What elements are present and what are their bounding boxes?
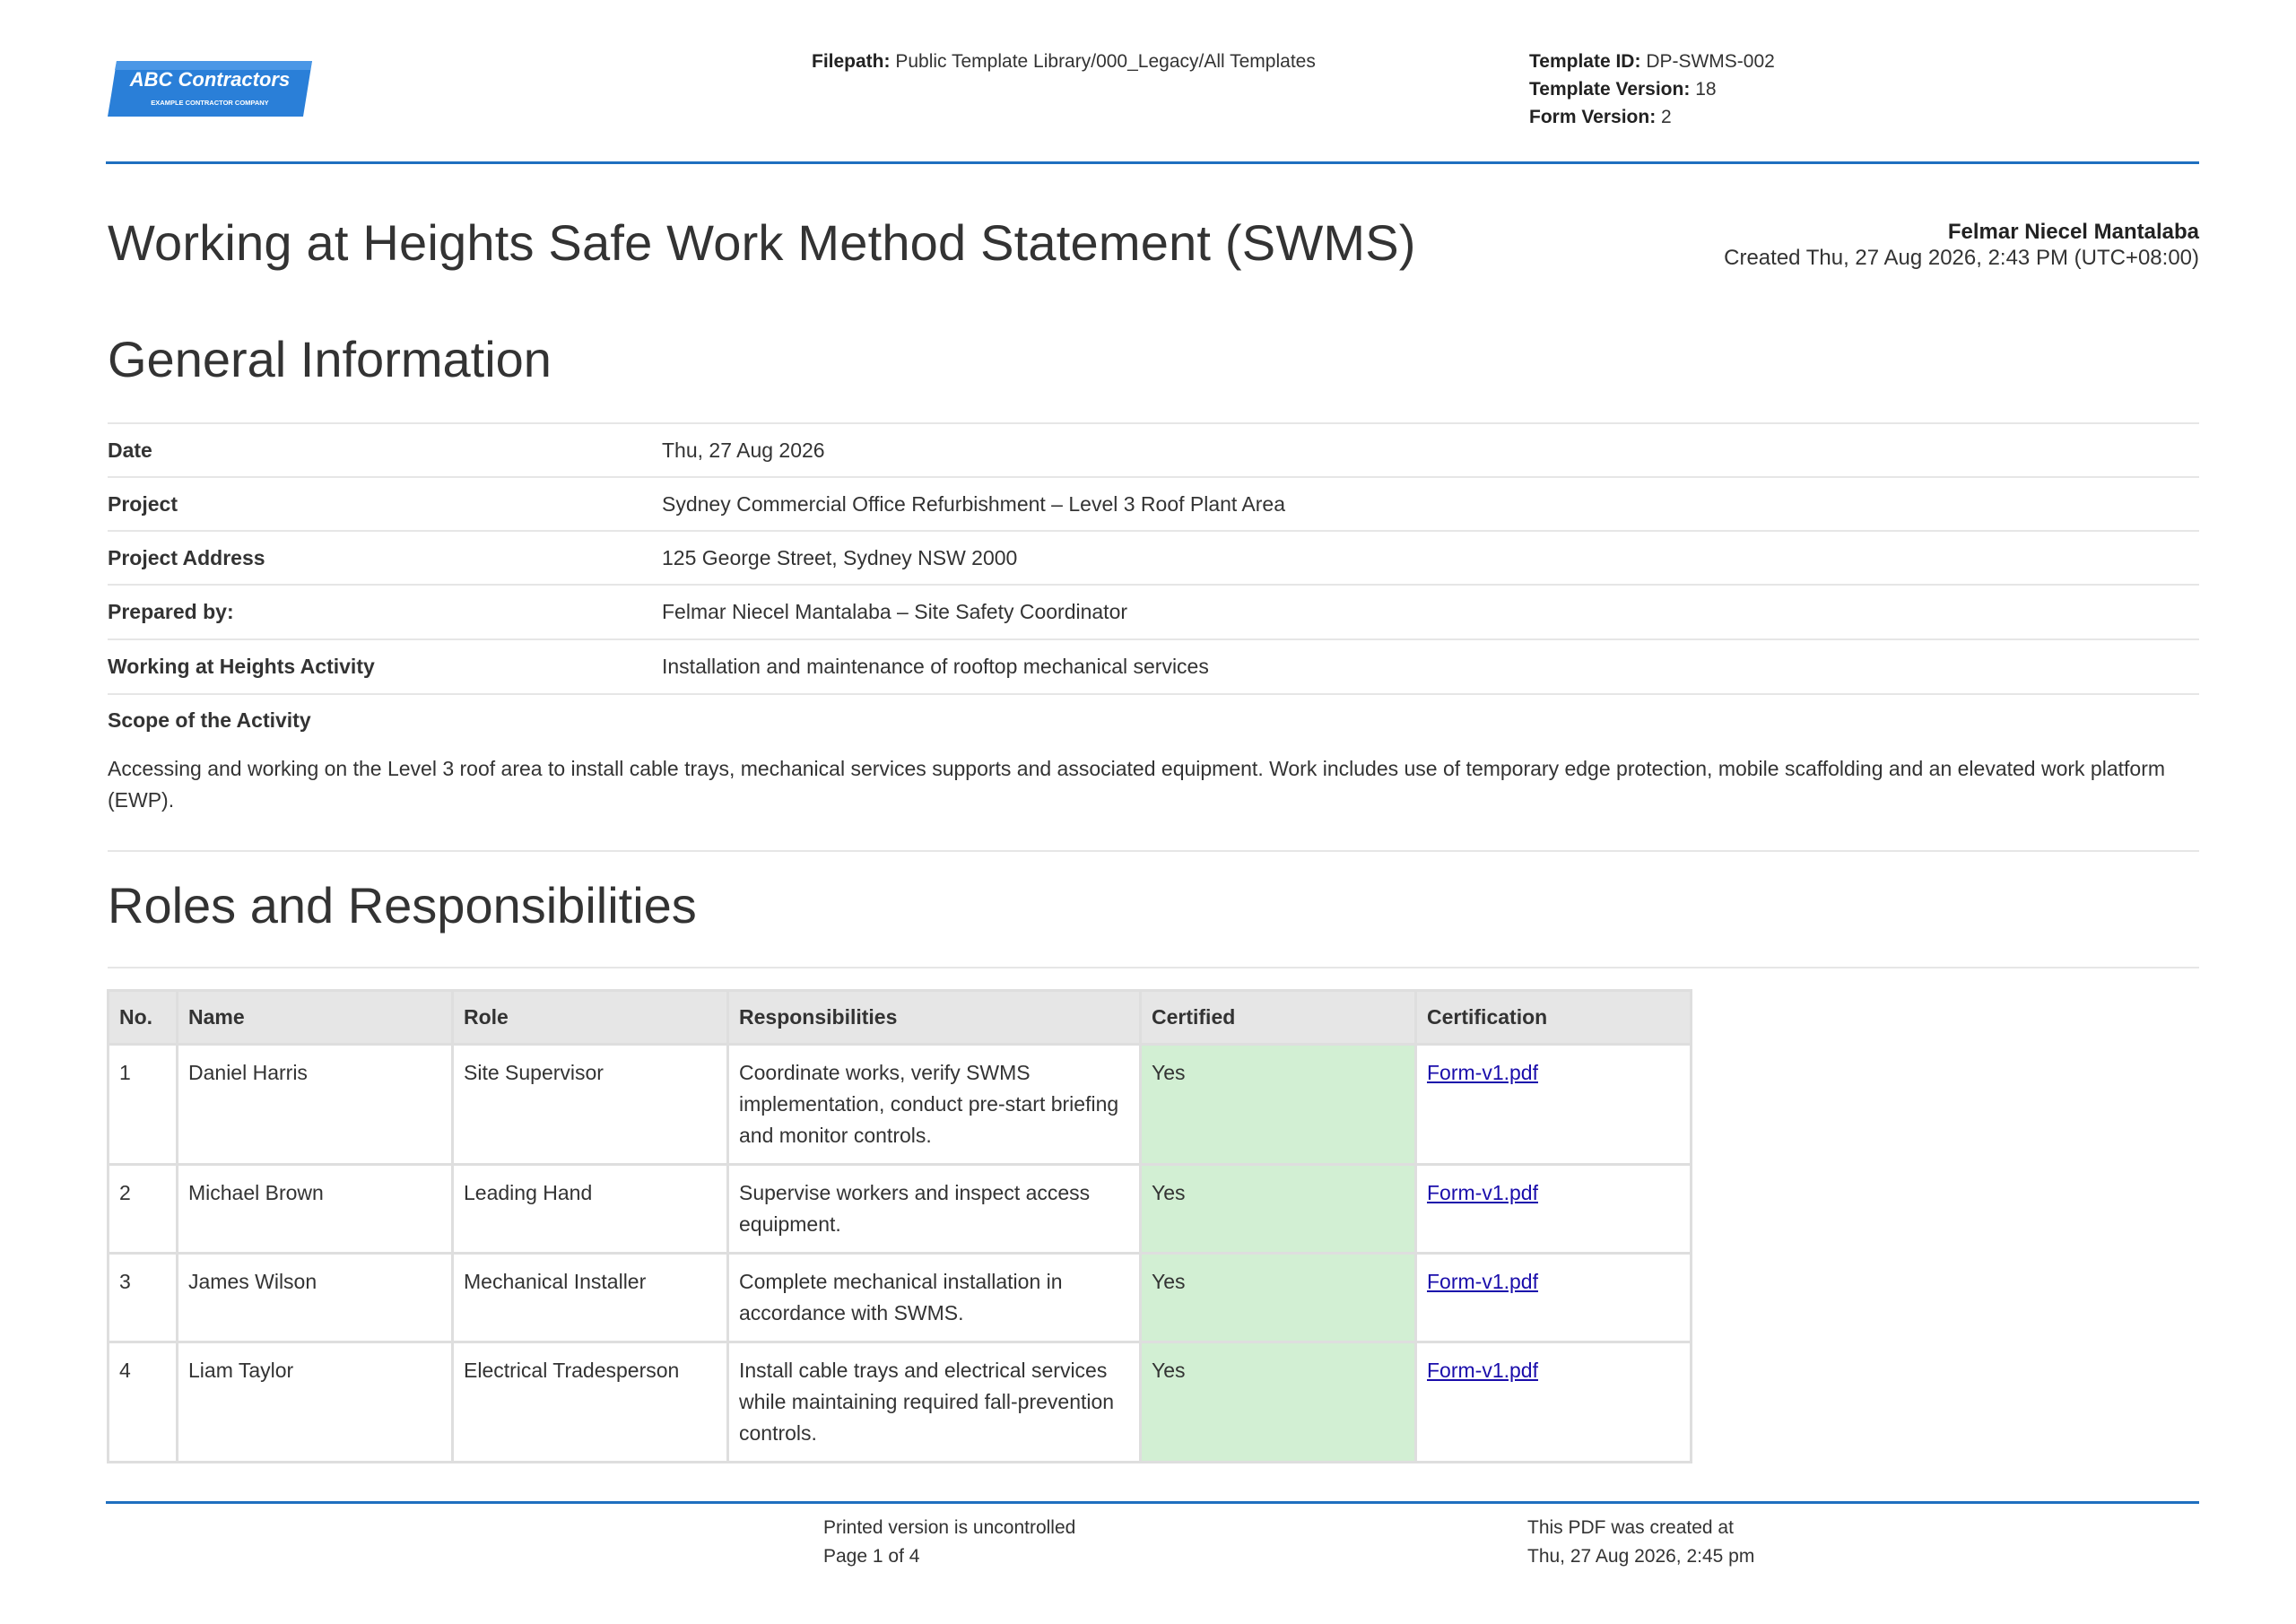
divider [108, 850, 2199, 852]
certification-link[interactable]: Form-v1.pdf [1427, 1270, 1538, 1293]
info-row-date: Date Thu, 27 Aug 2026 [108, 439, 825, 462]
general-info-heading: General Information [108, 331, 552, 387]
certification-link[interactable]: Form-v1.pdf [1427, 1181, 1538, 1204]
column-header-responsibilities: Responsibilities [728, 991, 1141, 1045]
company-logo [108, 59, 314, 118]
logo-badge-icon [108, 59, 314, 118]
filepath-label: Filepath: [812, 51, 891, 72]
table-row: 2 Michael Brown Leading Hand Supervise workers and inspect access equipment. Yes Form-v1.pdf [109, 1165, 1692, 1254]
author-name: Felmar Niecel Mantalaba [1947, 220, 2199, 244]
logo-tagline: EXAMPLE CONTRACTOR COMPANY [151, 99, 269, 107]
roles-table [107, 989, 1692, 1463]
form-version: Form Version: 2 [1529, 107, 1672, 127]
certified-cell: Yes [1141, 1165, 1416, 1254]
column-header-name: Name [178, 991, 453, 1045]
column-header-certified: Certified [1141, 991, 1416, 1045]
logo-name: ABC Contractors [129, 68, 291, 91]
column-header-no: No. [109, 991, 178, 1045]
info-row-project: Project Sydney Commercial Office Refurbishment – Level 3 Roof Plant Area [108, 492, 1286, 516]
certified-cell: Yes [1141, 1342, 1416, 1463]
template-meta [1529, 48, 1775, 131]
page-number: Page 1 of 4 [823, 1546, 920, 1567]
column-header-role: Role [453, 991, 728, 1045]
uncontrolled-notice: Printed version is uncontrolled [823, 1517, 1076, 1538]
info-row-prepared-by: Prepared by: Felmar Niecel Mantalaba – Site Safety Coordinator [108, 600, 1128, 623]
certified-cell: Yes [1141, 1045, 1416, 1165]
template-id: Template ID: DP-SWMS-002 [1529, 51, 1775, 72]
info-row-project-address: Project Address 125 George Street, Sydney NSW 2000 [108, 546, 1018, 569]
divider [108, 967, 2199, 968]
certification-link[interactable]: Form-v1.pdf [1427, 1061, 1538, 1084]
footer-divider [106, 1501, 2199, 1504]
created-timestamp: Created Thu, 27 Aug 2026, 2:43 PM (UTC+08:00) [1724, 246, 2199, 270]
scope-text: Accessing and working on the Level 3 roof area to install cable trays, mechanical services supports and associated equipment. Work includes use of temporary edge protection, mobile scaffolding and an elevated work platform (EWP). [108, 757, 2166, 812]
author-block [1724, 219, 2199, 271]
info-row-activity: Working at Heights Activity Installation and maintenance of rooftop mechanical services [108, 655, 1209, 678]
certified-cell: Yes [1141, 1254, 1416, 1342]
filepath [812, 48, 1316, 75]
pdf-created-value: Thu, 27 Aug 2026, 2:45 pm [1527, 1546, 1755, 1567]
info-row-scope [108, 693, 2199, 747]
scope-label: Scope of the Activity [108, 708, 311, 732]
roles-heading: Roles and Responsibilities [108, 877, 697, 934]
template-version: Template Version: 18 [1529, 79, 1717, 100]
footer-right [1527, 1514, 1754, 1571]
document-title: Working at Heights Safe Work Method Statement (SWMS) [108, 214, 1416, 271]
table-row: 1 Daniel Harris Site Supervisor Coordinate works, verify SWMS implementation, conduct pre-start briefing and monitor controls. Yes Form-v1.pdf [109, 1045, 1692, 1165]
footer-left [823, 1514, 1075, 1571]
table-row: 3 James Wilson Mechanical Installer Complete mechanical installation in accordance with SWMS. Yes Form-v1.pdf [109, 1254, 1692, 1342]
certification-link[interactable]: Form-v1.pdf [1427, 1359, 1538, 1382]
table-header-row [109, 991, 1692, 1045]
header-divider [106, 161, 2199, 164]
filepath-value: Public Template Library/000_Legacy/All Templates [895, 51, 1316, 72]
column-header-certification: Certification [1416, 991, 1692, 1045]
pdf-created-label: This PDF was created at [1527, 1517, 1734, 1538]
table-row: 4 Liam Taylor Electrical Tradesperson Install cable trays and electrical services while maintaining required fall-prevention controls. Yes Form-v1.pdf [109, 1342, 1692, 1463]
